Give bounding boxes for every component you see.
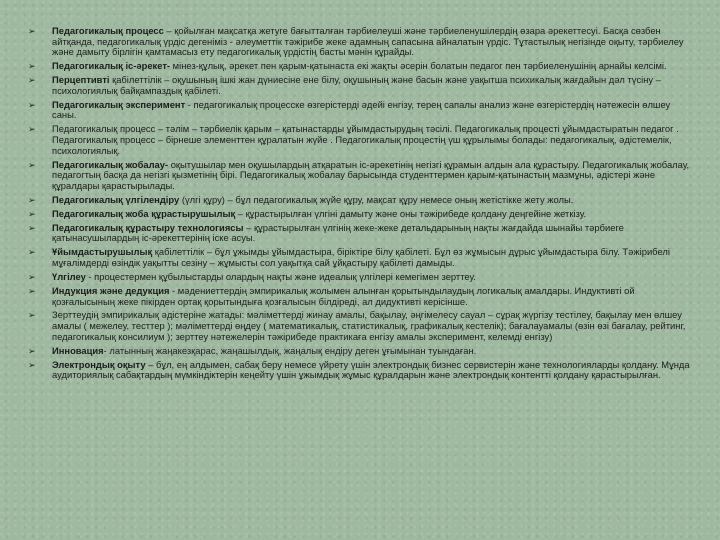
term: Ұйымдастырушылық <box>52 246 153 258</box>
definition-text: қабілеттілік – бұл ұжымды ұйымдастыра, біріктіре білу қабілеті. Бұл өз жұмысын дұрыс ұйымдастыра білу. Тәжірибелі мұғалімдерді өзіндік уақытты сезіну – жұмысты сол уақытқа сай ұйқастыру қабілеті дамыды. <box>52 246 670 269</box>
list-item <box>28 123 692 156</box>
list-item <box>28 98 692 121</box>
definition-text: – құрастырылған үлгінің жеке-жеке детальдарының нақты жағдайда шынайы тәрбиеге қатынасушылардың іс-әрекеттерінің іске асуы. <box>52 221 624 244</box>
arrowhead-bullet-icon: ➢ <box>28 26 36 36</box>
term: Перцептивті <box>52 74 110 86</box>
arrowhead-bullet-icon: ➢ <box>28 159 36 170</box>
list-item <box>28 60 692 72</box>
arrowhead-bullet-icon: ➢ <box>28 345 36 356</box>
term: Педагогикалық жобалау- <box>52 158 169 170</box>
definition-text: – қойылған мақсатқа жетуге бағытталған тәрбиелеуші және тәрбиеленушілердің өзара әрекеттесуі. Басқа сөзбен айтқанда, педагогикалық үрдіс дегеніміз - әлеуметтік тәжірибе жеке адамның сапасына айналатын үрдіс. Тұтастылық негізінде оқыту, тәрбиелеу және дамыту бірлігін қамтамасыз ету педагогикалық үрдістің басты мәнін құрайды. <box>52 25 684 58</box>
definition-list <box>28 25 692 384</box>
arrowhead-bullet-icon: ➢ <box>28 285 36 296</box>
term: Педагогикалық жоба құрастырушылық <box>52 207 236 219</box>
definition-text: қабілеттілік – оқушының ішкі жан дүниесіне ене білу, оқушының және басын және уақытша психикалық жағдайын дәл түсіну – психологиялық байқампаздық қабілеті. <box>52 74 661 96</box>
arrowhead-bullet-icon: ➢ <box>28 61 36 72</box>
definition-text: (үлгі құру) – бұл педагогикалық жүйе құру, мақсат құру немесе оның жетістікке жету жолы. <box>179 193 574 205</box>
arrowhead-bullet-icon: ➢ <box>28 75 36 86</box>
arrowhead-bullet-icon: ➢ <box>28 222 36 233</box>
arrowhead-bullet-icon: ➢ <box>28 194 36 205</box>
term: Педагогикалық үлгілендіру <box>52 193 180 205</box>
list-item <box>28 207 692 220</box>
arrowhead-bullet-icon: ➢ <box>28 310 36 321</box>
definition-text: Зерттеудің эмпирикалық әдістеріне жатады: мәліметтерді жинау амалы, бақылау, әңгімелесу сауал – сұрақ жүргізу тестілеу, бақылау мен өлшеу амалы ( межелеу, тесттер ); мәліметтерді өңдеу ( математикалық, статистикалық, графикалық кестелік); бағалауамалы (өзін өзі бағалау, рейтинг, педагогикалық консилиум ); зерттеу нәтежелерін тәжірибеде практикаға енгізу амалы эксперимент, келемді енгізу) <box>52 309 686 342</box>
definition-text: - педагогикалық процесске өзгерістерді әдейі енгізу, терең сапалы анализ және өзгерістердің нәтежесін өлшеу саны. <box>52 98 671 121</box>
definition-text: – құрастырылған үлгіні дамыту және оны тәжірибеде қолдану деңгейіне жеткізу. <box>235 207 587 219</box>
list-item <box>28 221 692 244</box>
term: Электрондық оқыту <box>52 358 146 370</box>
term: Инновация <box>52 344 104 356</box>
list-item <box>28 344 692 357</box>
term: Педагогикалық құрастыру технологиясы <box>52 221 244 233</box>
definition-text: мінез-құлық, әрекет пен қарым-қатынаста екі жақты әсерін болатын педагог пен тәрбиеленушінің арнайы келсімі. <box>170 60 667 72</box>
definition-text: Педагогикалық процесс – тәлім – тәрбиелік қарым – қатынастарды ұйымдастырудың тәсілі. Педагогикалық процесті ұйымдастыратын педагог . Педагогикалық процесс – бірнеше элементтен құралатын жүйе . Педагогикалық процестің үш құрылымы болады: педагогикалық, әдістемелік, психологиялық. <box>52 123 679 156</box>
arrowhead-bullet-icon: ➢ <box>28 124 36 135</box>
arrowhead-bullet-icon: ➢ <box>28 271 36 282</box>
arrowhead-bullet-icon: ➢ <box>28 247 36 258</box>
list-item <box>28 193 692 206</box>
term: Педагогикалық эксперимент <box>52 98 186 110</box>
term: Педагогикалық процесс <box>52 25 164 36</box>
list-item <box>28 246 692 269</box>
arrowhead-bullet-icon: ➢ <box>28 359 36 370</box>
term: Үлгілеу <box>52 270 86 282</box>
list-item <box>28 358 692 381</box>
term: Индукция және дедукция <box>52 284 170 296</box>
list-item <box>28 25 692 58</box>
list-item <box>28 309 692 342</box>
definition-text: - мәдениеттердің эмпирикалық жолымен алынған қорытындылаудың логикалық амалдары. Индуктивті ой қозғалысының жеке пікірден ортақ қорытындыға қозғалысын білдіреді, ал дидуктивті керісінше. <box>52 284 635 307</box>
list-item <box>28 270 692 283</box>
list-item <box>28 158 692 192</box>
definition-text: оқытушылар мен оқушылардың атқаратын іс-әрекетінің негізгі құрамын алдын ала құрастыру. Педагогикалық жобалау, педагогтың басқа да негізгі қызметінің бірі. Педагогикалық жобалау барысында студенттермен қарым-қатынастың мазмұны, әдістері және құралдары қарастырылады. <box>52 158 690 192</box>
list-item <box>28 74 692 96</box>
definition-text: - латынның жаңакезқарас, жаңашылдық, жаңалық ендіру деген ұғымынан туындаған. <box>103 344 477 356</box>
definition-text: – бұл, ең алдымен, сабақ беру немесе үйрету үшін электрондық бизнес сервистерін және технологияларды қолдану. Мұнда аудиториялық сабақтардың мүмкіндіктерін кеңейту үшін ұжымдық жұмыс құралдарын және электрондық контентті қолдану қарастырылған. <box>52 358 690 381</box>
term: Педагогикалық іс-әрекет- <box>52 60 171 72</box>
list-item <box>28 284 692 307</box>
arrowhead-bullet-icon: ➢ <box>28 99 36 110</box>
arrowhead-bullet-icon: ➢ <box>28 208 36 219</box>
definition-text: - процестермен құбылыстарды олардың нақты және идеалық үлгілері кемегімен зерттеу. <box>85 270 476 282</box>
